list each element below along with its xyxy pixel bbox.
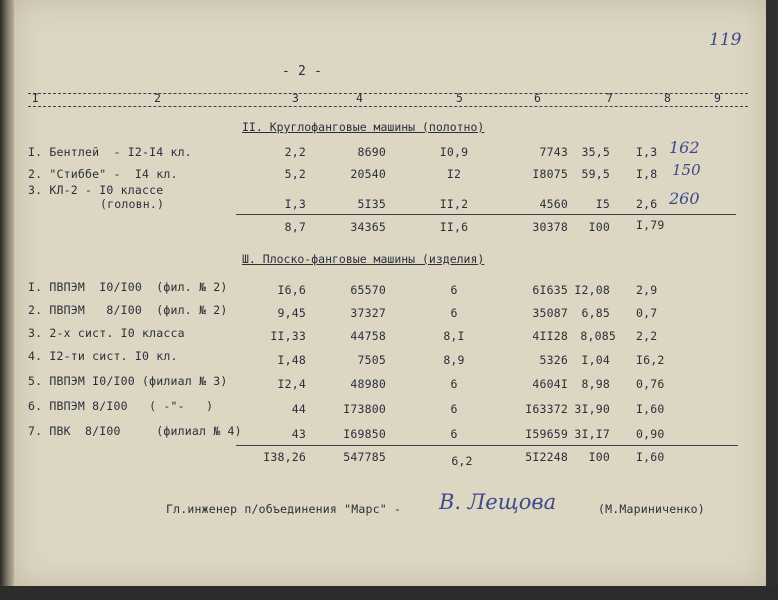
s2-total-c6: 30378 <box>532 220 568 234</box>
s3-row3-c8: 2,2 <box>636 329 658 343</box>
col-6: 6 <box>534 91 542 105</box>
s2-row3-c4: 5I35 <box>357 197 386 211</box>
s3-row6-c7: 3I,90 <box>574 402 610 416</box>
s2-total-c8: I,79 <box>636 218 665 232</box>
s2-row2-c3: 5,2 <box>284 167 306 181</box>
header-rule-top <box>28 93 748 94</box>
col-9: 9 <box>714 91 722 105</box>
s3-row3-c5: 8,I <box>443 329 465 343</box>
s2-row1-c3: 2,2 <box>284 145 306 159</box>
s2-row3-label2: (головн.) <box>100 197 165 211</box>
s3-row2-c3: 9,45 <box>277 306 306 320</box>
s2-total-c5: II,6 <box>439 220 469 234</box>
s2-total-c3: 8,7 <box>284 220 306 234</box>
col-2: 2 <box>154 91 162 105</box>
s2-row1-label: I. Бентлей - I2-I4 кл. <box>28 145 192 159</box>
s3-row6-c6: I63372 <box>525 402 568 416</box>
s2-row2-c6: I8075 <box>532 167 568 181</box>
s3-row4-c5: 8,9 <box>443 353 465 367</box>
s3-row2-c8: 0,7 <box>636 306 658 320</box>
s2-row2-c4: 20540 <box>350 167 386 181</box>
section2-title: II. Круглофанговые машины (полотно) <box>242 120 485 134</box>
s2-row2-c8: I,8 <box>636 167 658 181</box>
s2-row3-note: 260 <box>669 189 700 208</box>
s2-row1-c5: I0,9 <box>439 145 469 159</box>
s2-total-c4: 34365 <box>350 220 386 234</box>
s3-row4-label: 4. I2-ти сист. I0 кл. <box>28 349 178 363</box>
s3-row5-c5: 6 <box>450 377 458 391</box>
page-mark: 119 <box>709 30 742 50</box>
s3-row6-c5: 6 <box>450 402 458 416</box>
s3-row2-c6: 35087 <box>532 306 568 320</box>
binding-edge <box>0 0 14 600</box>
s3-row2-c7: 6,85 <box>581 306 610 320</box>
s3-row1-c6: 6I635 <box>532 283 568 297</box>
s3-row5-c8: 0,76 <box>636 377 665 391</box>
s2-row2-c5: I2 <box>446 167 462 181</box>
s3-row7-c5: 6 <box>450 427 458 441</box>
s3-total-c3: I38,26 <box>263 450 306 464</box>
s3-row1-c4: 65570 <box>350 283 386 297</box>
s3-row5-c4: 48980 <box>350 377 386 391</box>
s2-total-c7: I00 <box>588 220 610 234</box>
s3-total-c4: 547785 <box>343 450 386 464</box>
s3-row7-c7: 3I,I7 <box>574 427 610 441</box>
s2-row3-c6: 4560 <box>539 197 568 211</box>
header-rule-bottom <box>28 106 748 107</box>
s3-row2-c5: 6 <box>450 306 458 320</box>
s2-row2-note: 150 <box>672 161 701 179</box>
s2-row2-label: 2. "Стиббе" - I4 кл. <box>28 167 178 181</box>
document-sheet <box>14 0 766 586</box>
s3-row6-label: 6. ПВПЭМ 8/I00 ( -"- ) <box>28 399 214 413</box>
s3-row6-c3: 44 <box>291 402 306 416</box>
s3-total-rule <box>236 445 738 446</box>
s2-row3-c7: I5 <box>595 197 610 211</box>
s2-row1-c4: 8690 <box>357 145 386 159</box>
s3-total-c8: I,60 <box>636 450 665 464</box>
s3-row4-c3: I,48 <box>277 353 306 367</box>
handwritten-signature: В. Лещова <box>439 490 557 514</box>
s2-row1-c8: I,3 <box>636 145 658 159</box>
col-5: 5 <box>456 91 464 105</box>
s3-row4-c4: 7505 <box>357 353 386 367</box>
s2-total-rule <box>236 214 736 215</box>
s3-row3-c6: 4II28 <box>532 329 568 343</box>
s2-row1-c6: 7743 <box>539 145 568 159</box>
s3-row2-label: 2. ПВПЭМ 8/I00 (фил. № 2) <box>28 303 228 317</box>
s2-row1-note: 162 <box>669 138 700 157</box>
s3-row3-c3: II,33 <box>270 329 306 343</box>
s3-row1-c8: 2,9 <box>636 283 658 297</box>
s2-row2-c7: 59,5 <box>581 167 610 181</box>
s3-row3-c4: 44758 <box>350 329 386 343</box>
section3-title: Ш. Плоско-фанговые машины (изделия) <box>242 252 485 266</box>
s3-total-c7: I00 <box>588 450 610 464</box>
scan-edge-right <box>766 0 778 600</box>
s3-row4-c8: I6,2 <box>636 353 665 367</box>
page-number: - 2 - <box>282 64 323 79</box>
s3-row1-c3: I6,6 <box>277 283 306 297</box>
scan-edge-bottom <box>0 586 778 600</box>
col-8: 8 <box>664 91 672 105</box>
s2-row3-label: 3. КЛ-2 - I0 классе <box>28 183 164 197</box>
s3-row7-c8: 0,90 <box>636 427 665 441</box>
s2-row1-c7: 35,5 <box>581 145 610 159</box>
s3-row3-label: 3. 2-х сист. I0 класса <box>28 326 185 340</box>
s3-row3-c7: 8,085 <box>580 329 616 343</box>
col-4: 4 <box>356 91 364 105</box>
s3-row2-c4: 37327 <box>350 306 386 320</box>
s3-row4-c6: 5326 <box>539 353 568 367</box>
s3-row6-c4: I73800 <box>343 402 386 416</box>
s3-row7-c6: I59659 <box>525 427 568 441</box>
signatory-name: (М.Мариниченко) <box>598 502 705 516</box>
s3-row1-label: I. ПВПЭМ I0/I00 (фил. № 2) <box>28 280 228 294</box>
col-7: 7 <box>606 91 614 105</box>
s3-total-c5: 6,2 <box>451 454 473 468</box>
s3-row7-c3: 43 <box>291 427 306 441</box>
s3-row5-c3: I2,4 <box>277 377 306 391</box>
s2-row3-c5: II,2 <box>439 197 469 211</box>
s3-row4-c7: I,04 <box>581 353 610 367</box>
col-1: I <box>32 91 40 105</box>
s3-row5-c7: 8,98 <box>581 377 610 391</box>
s3-row7-c4: I69850 <box>343 427 386 441</box>
s3-total-c6: 5I2248 <box>525 450 568 464</box>
s3-row6-c8: I,60 <box>636 402 665 416</box>
s3-row5-c6: 4604I <box>532 377 568 391</box>
s3-row7-label: 7. ПВК 8/I00 (филиал № 4) <box>28 424 242 438</box>
s2-row3-c3: I,3 <box>284 197 306 211</box>
s3-row1-c5: 6 <box>450 283 458 297</box>
s3-row5-label: 5. ПВПЭМ I0/I00 (филиал № 3) <box>28 374 228 388</box>
col-3: 3 <box>292 91 300 105</box>
signatory-position: Гл.инженер п/объединения "Марс" - <box>166 502 402 516</box>
s3-row1-c7: I2,08 <box>574 283 610 297</box>
s2-row3-c8: 2,6 <box>636 197 658 211</box>
